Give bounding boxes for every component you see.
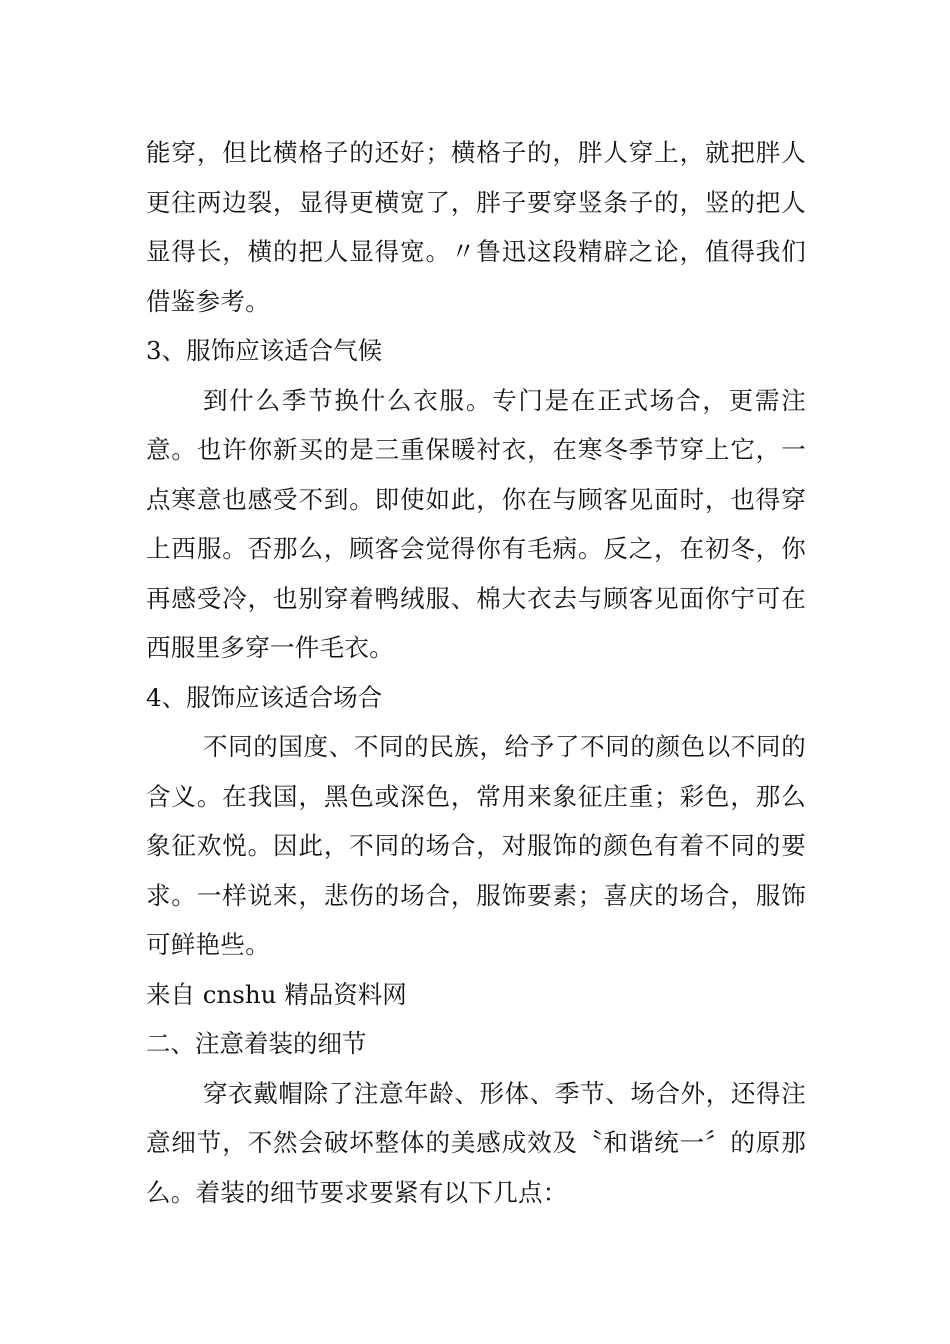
paragraph-climate: 到什么季节换什么衣服。专门是在正式场合，更需注意。也许你新买的是三重保暖衬衣，在寒冬季节穿上它，一点寒意也感受不到。即使如此，你在与顾客见面时，也得穿上西服。否那么，顾客会觉得你有毛病。反之，在初冬，你再感受冷，也别穿着鸭绒服、棉大衣去与顾客见面你宁可在西服里多穿一件毛衣。 bbox=[146, 385, 806, 662]
paragraph-figure-advice-continued: 能穿，但比横格子的还好；横格子的，胖人穿上，就把胖人更往两边裂，显得更横宽了，胖子要穿竖条子的，竖的把人显得长，横的把人显得宽。〃鲁迅这段精辟之论，值得我们借鉴参考。 bbox=[146, 138, 806, 316]
source-note: 来自 cnshu 精品资料网 bbox=[146, 979, 407, 1009]
heading-occasion: 4、服饰应该适合场合 bbox=[146, 682, 383, 712]
heading-details: 二、注意着装的细节 bbox=[146, 1029, 367, 1058]
document-page bbox=[146, 128, 806, 1217]
paragraph-occasion: 不同的国度、不同的民族，给予了不同的颜色以不同的含义。在我国，黑色或深色，常用来象征庄重；彩色，那么象征欢悦。因此，不同的场合，对服饰的颜色有着不同的要求。一样说来，悲伤的场合，服饰要素；喜庆的场合，服饰可鲜艳些。 bbox=[146, 732, 806, 959]
paragraph-details: 穿衣戴帽除了注意年龄、形体、季节、场合外，还得注意细节，不然会破坏整体的美感成效及〝和谐统一〞的原那么。着装的细节要求要紧有以下几点： bbox=[146, 1078, 806, 1207]
heading-climate: 3、服饰应该适合气候 bbox=[146, 336, 383, 365]
